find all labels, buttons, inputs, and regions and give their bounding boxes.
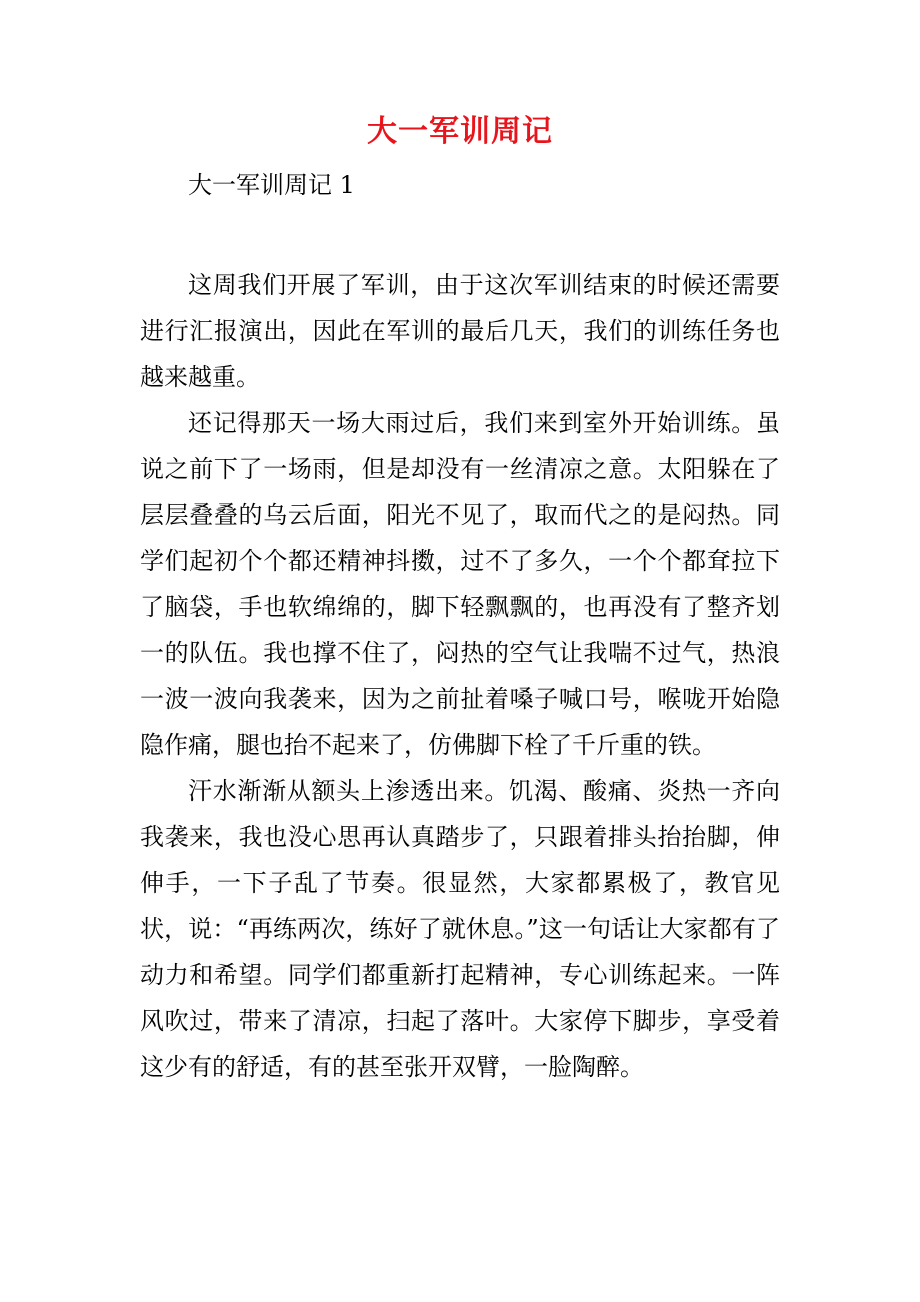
paragraph-2: 还记得那天一场大雨过后，我们来到室外开始训练。虽说之前下了一场雨，但是却没有一丝清凉之意。太阳躲在了层层叠叠的乌云后面，阳光不见了，取而代之的是闷热。同学们起初个个都还精神抖擞，过不了多久，一个个都耷拉下了脑袋，手也软绵绵的，脚下轻飘飘的，也再没有了整齐划一的队伍。我也撑不住了，闷热的空气让我喘不过气，热浪一波一波向我袭来，因为之前扯着嗓子喊口号，喉咙开始隐隐作痛，腿也抬不起来了，仿佛脚下栓了千斤重的铁。 <box>140 409 780 759</box>
document-title: 大一军训周记 <box>367 114 553 149</box>
paragraph-1: 这周我们开展了军训，由于这次军训结束的时候还需要进行汇报演出，因此在军训的最后几天，我们的训练任务也越来越重。 <box>140 271 780 391</box>
document-body <box>140 262 780 1090</box>
document-subtitle: 大一军训周记 1 <box>188 171 355 199</box>
paragraph-3: 汗水渐渐从额头上渗透出来。饥渴、酸痛、炎热一齐向我袭来，我也没心思再认真踏步了，只跟着排头抬抬脚，伸伸手，一下子乱了节奏。很显然，大家都累极了，教官见状，说：“再练两次，练好了就休息。”这一句话让大家都有了动力和希望。同学们都重新打起精神，专心训练起来。一阵风吹过，带来了清凉，扫起了落叶。大家停下脚步，享受着这少有的舒适，有的甚至张开双臂，一脸陶醉。 <box>140 777 780 1081</box>
